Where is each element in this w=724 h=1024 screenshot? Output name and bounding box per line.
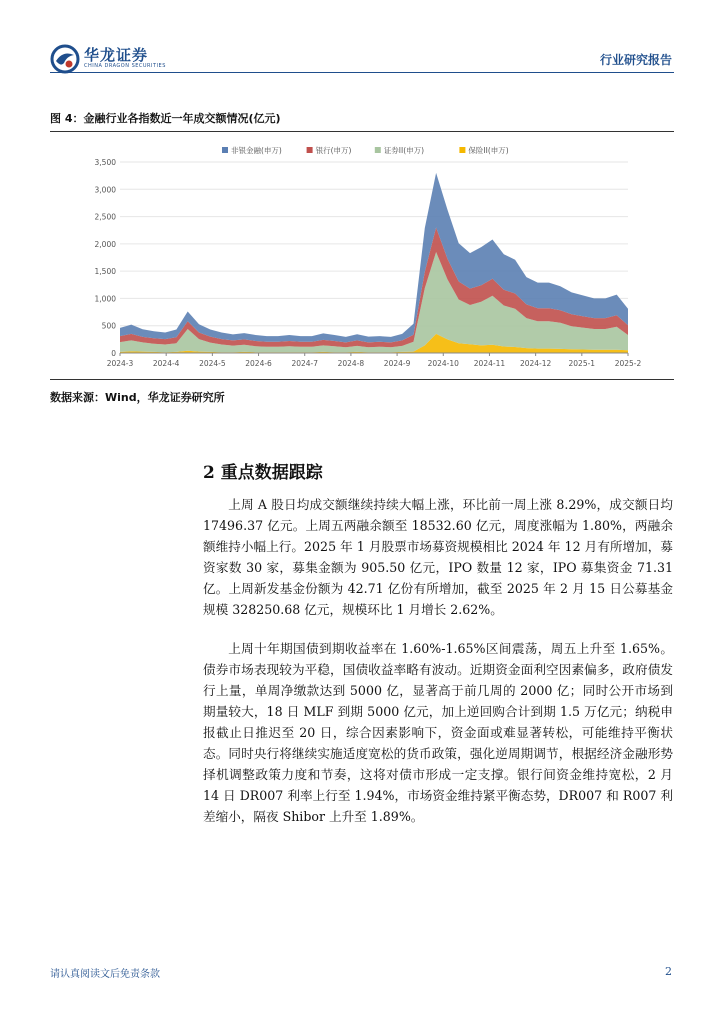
figure-bottom-rule	[50, 379, 674, 380]
x-tick-label: 2024-7	[291, 359, 319, 368]
brand-logo	[50, 44, 210, 74]
x-tick-label: 2024-4	[152, 359, 180, 368]
y-tick-label: 500	[101, 321, 116, 331]
figure-title: 图 4：金融行业各指数近一年成交额情况(亿元)	[50, 112, 281, 125]
paragraph-bond-market: 上周十年期国债到期收益率在 1.60%-1.65%区间震荡，周五上升至 1.65%。债券市场表现较为平稳，国债收益率略有波动。近期资金面利空因素偏多，政府债发行上量，单周净缴款达到 5000 亿，显著高于前几周的 2000 亿；同时公开市场到期量较大，18 日 MLF 到期 5000 亿元，加上逆回购合计到期 1.5 万亿元；纳税申报截止日推迟至 20 日，综合因素影响下，资金面或难显著转松，可能维持平衡状态。同时央行将继续实施适度宽松的货币政策，强化逆周期调节，根据经济金融形势择机调整政策力度和节奏，这将对债市形成一定支撑。银行间资金维持宽松，2 月 14 日 DR007 利率上行至 1.94%，市场资金维持紧平衡态势，DR007 和 R007 利差缩小，隔夜 Shibor 上升至 1.89%。	[203, 641, 673, 824]
x-tick-label: 2024-6	[245, 359, 272, 368]
section-title: 2 重点数据跟踪	[203, 463, 323, 483]
page-number: 2	[665, 965, 672, 978]
y-tick-label: 2,500	[94, 212, 116, 222]
y-tick-label: 1,000	[94, 294, 116, 304]
legend-label: 非银金融(申万)	[231, 146, 282, 155]
legend-swatch	[222, 147, 228, 153]
x-tick-label: 2024-12	[519, 359, 552, 368]
page-header	[0, 0, 724, 80]
figure-source: 数据来源：Wind，华龙证券研究所	[50, 391, 225, 404]
legend-swatch	[459, 147, 465, 153]
y-tick-label: 3,000	[94, 185, 116, 195]
x-tick-label: 2025-2	[614, 359, 642, 368]
legend-label: 银行(申万)	[315, 146, 352, 155]
y-tick-label: 2,000	[94, 239, 116, 249]
legend-label: 证券II(申万)	[383, 146, 425, 155]
y-tick-label: 1,500	[94, 267, 116, 277]
figure-top-rule	[50, 131, 674, 132]
x-tick-label: 2024-10	[427, 359, 459, 368]
x-tick-label: 2024-5	[199, 359, 226, 368]
x-tick-label: 2024-9	[383, 359, 411, 368]
dragon-logo-icon	[50, 44, 80, 74]
x-tick-label: 2024-3	[106, 359, 134, 368]
x-tick-label: 2025-1	[568, 359, 596, 368]
legend-swatch	[375, 147, 381, 153]
x-tick-label: 2024-8	[337, 359, 365, 368]
turnover-area-chart	[50, 140, 674, 375]
y-tick-label: 0	[111, 349, 116, 358]
header-divider	[50, 72, 674, 73]
y-tick-label: 3,500	[94, 158, 116, 167]
paragraph-equity-market: 上周 A 股日均成交额继续持续大幅上涨，环比前一周上涨 8.29%，成交额日均 17496.37 亿元。上周五两融余额至 18532.60 亿元，周度涨幅为 1.80%，两融余额维持小幅上行。2025 年 1 月股票市场募资规模相比 2024 年 12 月有所增加，募资家数 30 家，募集金额为 905.50 亿元，IPO 数量 12 家，IPO 募集资金 71.31 亿。上周新发基金份额为 42.71 亿份有所增加，截至 2025 年 2 月 15 日公募基金规模 328250.68 亿元，规模环比 1 月增长 2.62%。	[203, 497, 673, 617]
footer-disclaimer: 请认真阅读文后免责条款	[50, 969, 160, 980]
brand-name: 华龙证券	[84, 46, 149, 64]
report-type-label: 行业研究报告	[599, 53, 672, 67]
legend-label: 保险II(申万)	[468, 146, 509, 155]
x-tick-label: 2024-11	[473, 359, 506, 368]
brand-subtitle: CHINA DRAGON SECURITIES	[84, 63, 166, 69]
legend-swatch	[307, 147, 313, 153]
